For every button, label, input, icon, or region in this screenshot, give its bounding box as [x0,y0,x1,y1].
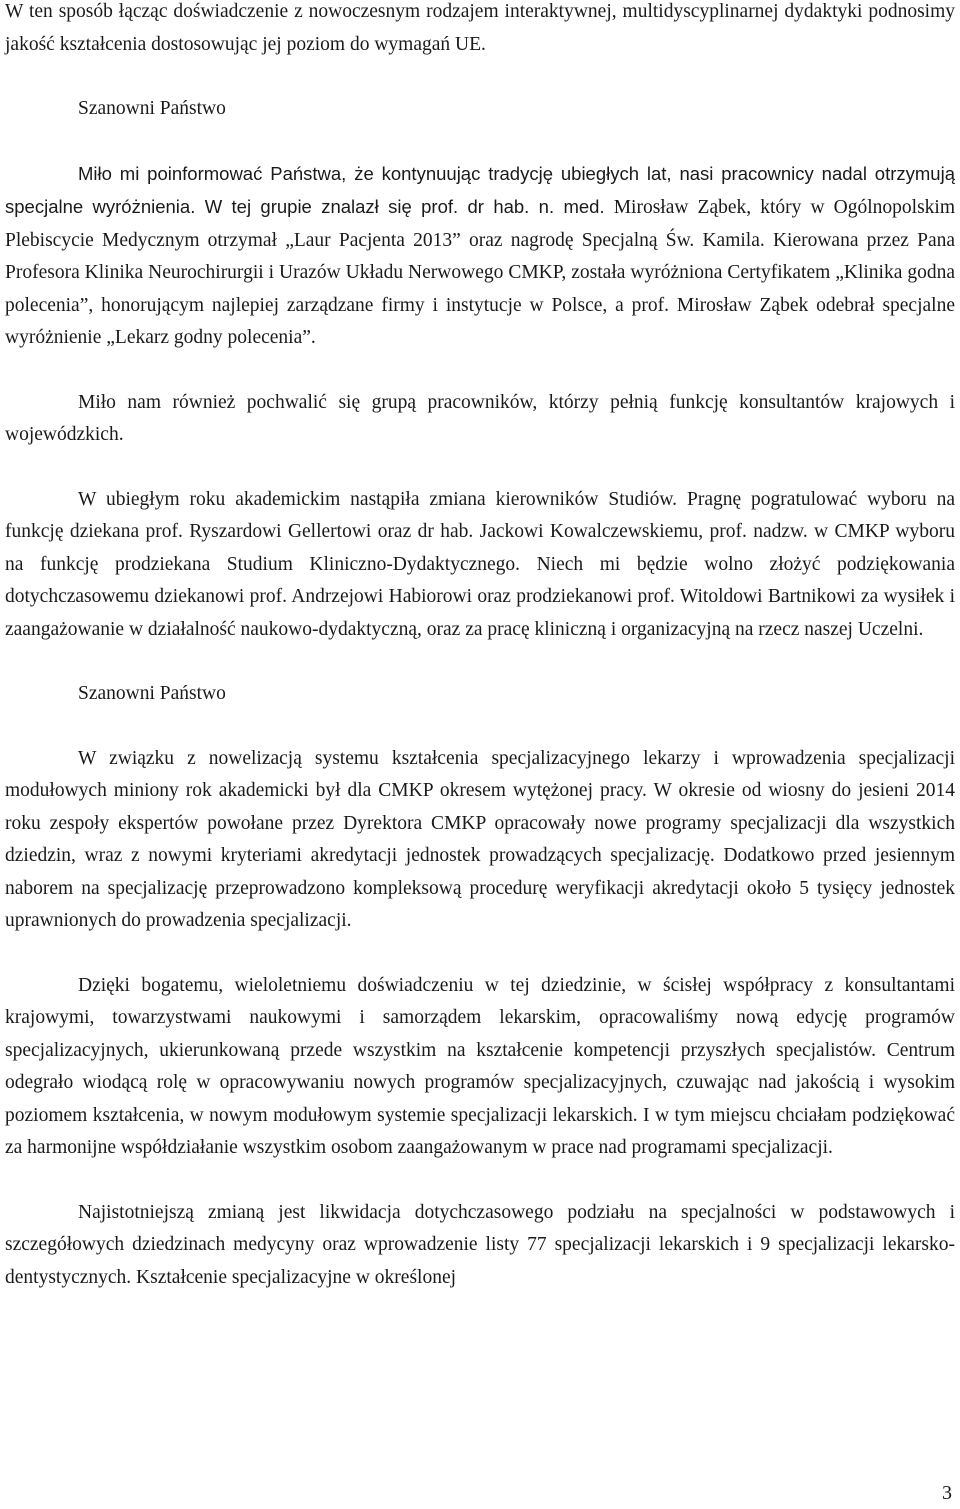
paragraph-programs: Dzięki bogatemu, wieloletniemu doświadczeniu w tej dziedzinie, w ścisłej współpracy z konsultantami krajowymi, towarzystwami naukowymi i samorządem lekarskim, opracowaliśmy nową edycję programów specjalizacyjnych, ukierunkowaną przede wszystkim na kształcenie kompetencji przyszłych specjalistów. Centrum odegrało wiodącą rolę w opracowywaniu nowych programów specjalizacyjnych, czuwając nad jakością i wysokim poziomem kształcenia, w nowym modułowym systemie specjalizacji lekarskich. I w tym miejscu chciałam podziękować za harmonijne współdziałanie wszystkim osobom zaangażowanym w prace nad programami specjalizacji. [5,974,955,1158]
paragraph-specialization-reform: W związku z nowelizacją systemu kształcenia specjalizacyjnego lekarzy i wprowadzenia specjalizacji modułowych miniony rok akademicki był dla CMKP okresem wytężonej pracy. W okresie od wiosny do jesieni 2014 roku zespoły ekspertów powołane przez Dyrektora CMKP opracowały nowe programy specjalizacji dla wszystkich dziedzin, wraz z nowymi kryteriami akredytacji jednostek prowadzących specjalizację. Dodatkowo przed jesiennym naborem na specjalizację przeprowadzono kompleksową procedurę weryfikacji akredytacji około 5 tysięcy jednostek uprawnionych do prowadzenia specjalizacji. [5,747,955,931]
document-page [5,0,955,1294]
paragraph-consultants: Miło nam również pochwalić się grupą pracowników, którzy pełnią funkcję konsultantów krajowych i wojewódzkich. [5,391,955,445]
greeting: Szanowni Państwo [78,683,226,704]
page-number: 3 [942,1482,952,1504]
paragraph-key-change: Najistotniejszą zmianą jest likwidacja dotychczasowego podziału na specjalności w podstawowych i szczegółowych dziedzinach medycyny oraz wprowadzenie listy 77 specjalizacji lekarskich i 9 specjalizacji lekarsko-dentystycznych. Kształcenie specjalizacyjne w określonej [5,1201,955,1288]
paragraph-intro: W ten sposób łącząc doświadczenie z nowoczesnym rodzajem interaktywnej, multidyscyplinarnej dydaktyki podnosimy jakość kształcenia dostosowując jej poziom do wymagań UE. [5,1,955,55]
paragraph-awards-lead: Miło mi poinformować Państwa, że kontynuując tradycję ubiegłych lat, nasi pracownicy nadal otrzymują specjalne wyróżnienia. W tej grupie znalazł się prof. dr hab. n. med. [5,162,955,217]
paragraph-awards [5,158,955,355]
paragraph-awards-rest: Mirosław Ząbek, który w Ogólnopolskim Plebiscycie Medycznym otrzymał „Laur Pacjenta 2013” oraz nagrodę Specjalną Św. Kamila. Kierowana przez Pana Profesora Klinika Neurochirurgii i Urazów Układu Nerwowego CMKP, została wyróżniona Certyfikatem „Klinika godna polecenia”, honorującym najlepiej zarządzane firmy i instytucje w Polsce, a prof. Mirosław Ząbek odebrał specjalne wyróżnienie „Lekarz godny polecenia”. [5,197,955,348]
greeting: Szanowni Państwo [78,98,226,119]
paragraph-deans: W ubiegłym roku akademickim nastąpiła zmiana kierowników Studiów. Pragnę pogratulować wyboru na funkcję dziekana prof. Ryszardowi Gellertowi oraz dr hab. Jackowi Kowalczewskiemu, prof. nadzw. w CMKP wyboru na funkcję prodziekana Studium Kliniczno-Dydaktycznego. Niech mi będzie wolno złożyć podziękowania dotychczasowemu dziekanowi prof. Andrzejowi Habiorowi oraz prodziekanowi prof. Witoldowi Bartnikowi za wysiłek i zaangażowanie w działalność naukowo-dydaktyczną, oraz za pracę kliniczną i organizacyjną na rzecz naszej Uczelni. [5,488,955,640]
